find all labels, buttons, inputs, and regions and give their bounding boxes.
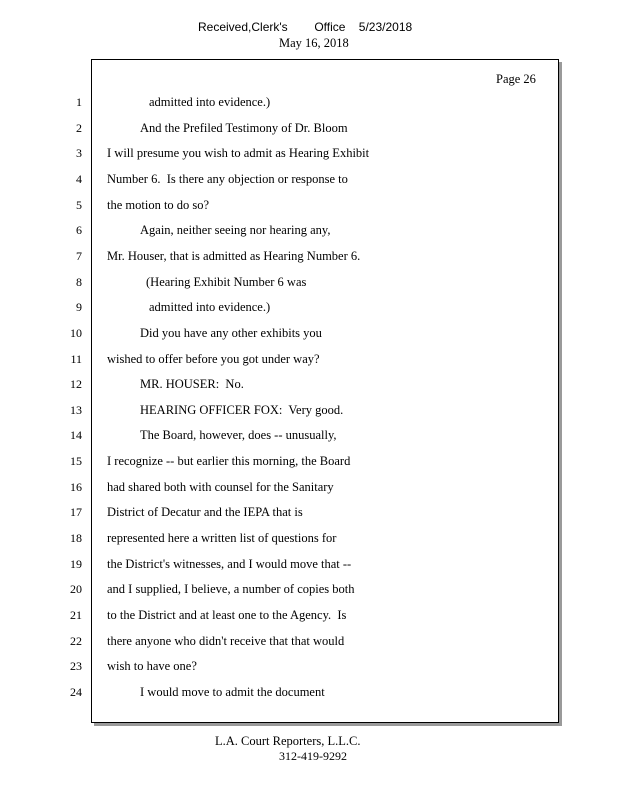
line-number: 17	[70, 505, 82, 520]
court-reporter-name: L.A. Court Reporters, L.L.C.	[215, 734, 361, 748]
line-number: 11	[70, 351, 82, 366]
line-number: 7	[76, 248, 82, 263]
line-text: and I supplied, I believe, a number of copies both	[107, 582, 355, 597]
line-number: 14	[70, 428, 82, 443]
line-text: the District's witnesses, and I would move that --	[107, 556, 352, 571]
line-number: 16	[70, 479, 82, 494]
line-number: 12	[70, 377, 82, 392]
line-number: 5	[76, 197, 82, 212]
line-text: Mr. Houser, that is admitted as Hearing Number 6.	[107, 248, 361, 263]
line-text: wished to offer before you got under way?	[107, 351, 320, 366]
line-number: 2	[76, 120, 82, 135]
line-text: the motion to do so?	[107, 197, 210, 212]
line-number: 1	[76, 95, 82, 109]
line-text: wish to have one?	[107, 659, 197, 674]
line-text: District of Decatur and the IEPA that is	[107, 505, 303, 520]
line-text: I recognize -- but earlier this morning, the Board	[107, 454, 351, 469]
line-text: Again, neither seeing nor hearing any,	[140, 223, 331, 238]
line-number: 23	[70, 659, 82, 674]
court-reporter-phone: 312-419-9292	[279, 749, 347, 763]
line-text: (Hearing Exhibit Number 6 was	[146, 274, 307, 289]
line-number: 21	[70, 608, 82, 622]
line-number: 3	[76, 146, 82, 161]
line-number: 19	[70, 556, 82, 571]
line-number: 8	[76, 274, 82, 289]
line-number: 24	[70, 684, 82, 699]
line-number: 20	[70, 582, 82, 597]
line-text: represented here a written list of questions for	[107, 531, 337, 546]
line-text: there anyone who didn't receive that that would	[107, 633, 345, 648]
line-text: I would move to admit the document	[140, 684, 325, 699]
line-text: The Board, however, does -- unusually,	[140, 428, 337, 443]
line-number: 18	[70, 531, 82, 546]
line-text: MR. HOUSER: No.	[140, 377, 244, 392]
document-date: May 16, 2018	[279, 36, 349, 50]
received-stamp: Received,Clerk's Office 5/23/2018	[198, 20, 413, 34]
line-number: 15	[70, 454, 82, 469]
line-text: to the District and at least one to the Agency. Is	[107, 608, 347, 622]
page-number: Page 26	[496, 72, 536, 86]
line-number: 13	[70, 402, 82, 417]
line-text: admitted into evidence.)	[149, 95, 271, 109]
line-number: 9	[76, 300, 82, 315]
line-text: had shared both with counsel for the Sanitary	[107, 479, 334, 494]
line-text: Number 6. Is there any objection or response to	[107, 171, 348, 186]
line-text: I will presume you wish to admit as Hearing Exhibit	[107, 146, 370, 161]
line-number: 4	[76, 171, 82, 186]
line-number: 6	[76, 223, 82, 238]
line-text: HEARING OFFICER FOX: Very good.	[140, 402, 344, 417]
line-number: 22	[70, 633, 82, 648]
line-number: 10	[70, 325, 82, 340]
line-text: And the Prefiled Testimony of Dr. Bloom	[140, 120, 348, 135]
line-text: admitted into evidence.)	[149, 300, 271, 315]
line-text: Did you have any other exhibits you	[140, 325, 322, 340]
